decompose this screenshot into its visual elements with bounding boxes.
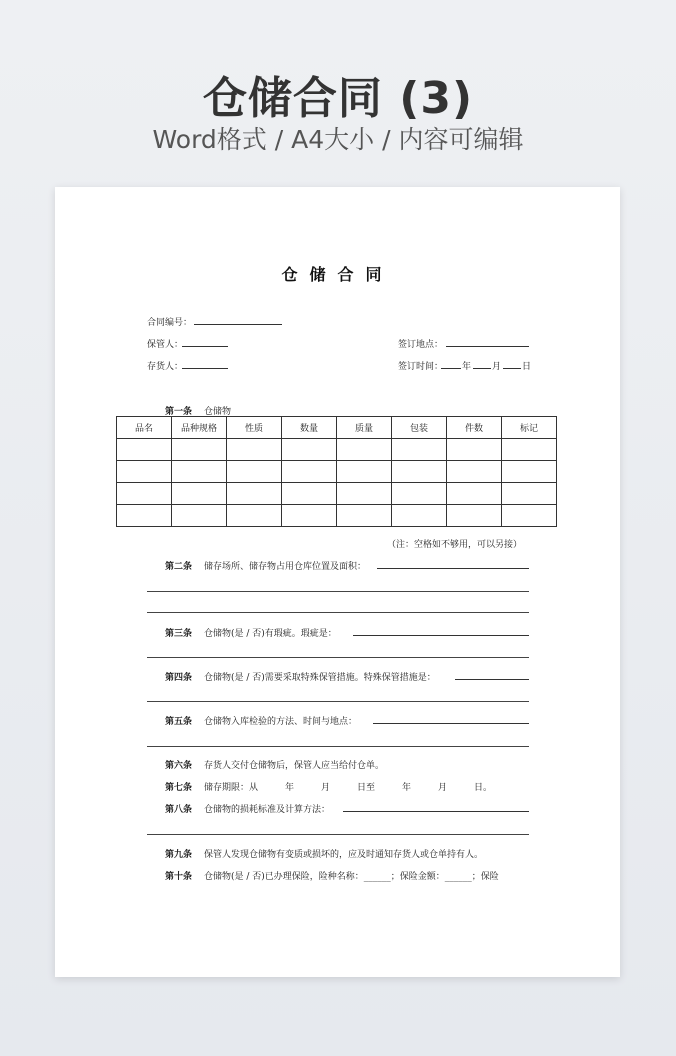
sign-time-label: 签订时间： <box>398 362 444 372</box>
table-row <box>117 461 557 483</box>
goods-table <box>116 416 557 527</box>
sign-place-field[interactable] <box>446 346 529 347</box>
article-8-fill-line[interactable] <box>147 834 529 835</box>
article-9-number: 第九条 <box>165 850 193 860</box>
table-cell[interactable] <box>337 439 392 461</box>
article-6-text: 存货人交付仓储物后，保管人应当给付仓单。 <box>204 761 385 771</box>
article-2-text: 储存场所、储存物占用仓库位置及面积： <box>204 562 367 572</box>
article-4-number: 第四条 <box>165 673 193 683</box>
article-3-fill-line[interactable] <box>147 657 529 658</box>
article-8-text: 仓储物的损耗标准及计算方法： <box>204 805 331 815</box>
table-header-cell: 品名 <box>117 417 172 439</box>
table-cell[interactable] <box>337 505 392 527</box>
article-3-text: 仓储物(是 / 否)有瑕疵。瑕疵是： <box>204 629 337 639</box>
table-cell[interactable] <box>502 483 557 505</box>
table-cell[interactable] <box>447 439 502 461</box>
sign-month-field[interactable] <box>473 368 491 369</box>
table-cell[interactable] <box>392 461 447 483</box>
table-header-cell: 数量 <box>282 417 337 439</box>
article-8-number: 第八条 <box>165 805 193 815</box>
sign-place-label: 签订地点： <box>398 340 444 350</box>
article-3-field[interactable] <box>353 635 529 636</box>
table-cell[interactable] <box>117 461 172 483</box>
page-title: 仓储合同 (3) <box>202 73 474 124</box>
sign-year-label: 年 <box>462 362 472 372</box>
table-row <box>117 505 557 527</box>
keeper-field[interactable] <box>182 346 228 347</box>
table-cell[interactable] <box>172 505 227 527</box>
table-header-cell: 性质 <box>227 417 282 439</box>
table-header-cell: 质量 <box>337 417 392 439</box>
table-header-cell: 品种规格 <box>172 417 227 439</box>
table-note: （注：空格如不够用，可以另接） <box>387 540 523 550</box>
table-row <box>117 483 557 505</box>
depositor-label: 存货人： <box>147 362 184 372</box>
table-cell[interactable] <box>172 483 227 505</box>
article-4-fill-line[interactable] <box>147 701 529 702</box>
article-5-field[interactable] <box>373 723 529 724</box>
article-2-number: 第二条 <box>165 562 193 572</box>
table-header-row <box>117 417 557 439</box>
document-title: 仓储合同 <box>281 265 394 284</box>
article-2-fill-line[interactable] <box>147 591 529 592</box>
sign-day-field[interactable] <box>503 368 521 369</box>
table-cell[interactable] <box>117 439 172 461</box>
table-cell[interactable] <box>282 461 337 483</box>
table-cell[interactable] <box>392 483 447 505</box>
table-header-cell: 标记 <box>502 417 557 439</box>
article-4-field[interactable] <box>455 679 529 680</box>
contract-no-label: 合同编号： <box>147 318 193 328</box>
article-4-text: 仓储物(是 / 否)需要采取特殊保管措施。特殊保管措施是： <box>204 673 436 683</box>
article-2-field[interactable] <box>377 568 529 569</box>
article-6-number: 第六条 <box>165 761 193 771</box>
table-header-cell: 包装 <box>392 417 447 439</box>
table-cell[interactable] <box>227 461 282 483</box>
table-cell[interactable] <box>337 483 392 505</box>
sign-month-label: 月 <box>492 362 502 372</box>
article-10-text: 仓储物(是 / 否)已办理保险，险种名称：______；保险金额：______；保险 <box>204 872 499 882</box>
table-cell[interactable] <box>172 461 227 483</box>
article-1-number: 第一条 <box>165 407 193 417</box>
document-page <box>55 187 620 977</box>
table-cell[interactable] <box>227 505 282 527</box>
table-cell[interactable] <box>227 439 282 461</box>
table-cell[interactable] <box>117 505 172 527</box>
article-8-field[interactable] <box>343 811 529 812</box>
article-5-fill-line[interactable] <box>147 746 529 747</box>
table-cell[interactable] <box>502 439 557 461</box>
contract-no-field[interactable] <box>194 324 282 325</box>
sign-year-field[interactable] <box>441 368 461 369</box>
depositor-field[interactable] <box>182 368 228 369</box>
table-cell[interactable] <box>447 505 502 527</box>
article-5-text: 仓储物入库检验的方法、时间与地点： <box>204 717 358 727</box>
table-cell[interactable] <box>117 483 172 505</box>
article-10-number: 第十条 <box>165 872 193 882</box>
table-cell[interactable] <box>392 505 447 527</box>
article-3-number: 第三条 <box>165 629 193 639</box>
article-7-number: 第七条 <box>165 783 193 793</box>
table-cell[interactable] <box>502 505 557 527</box>
article-9-text: 保管人发现仓储物有变质或损坏的，应及时通知存货人或仓单持有人。 <box>204 850 484 860</box>
article-5-number: 第五条 <box>165 717 193 727</box>
table-cell[interactable] <box>282 505 337 527</box>
article-7-text: 储存期限：从 年 月 日至 年 月 日。 <box>204 783 493 793</box>
table-cell[interactable] <box>172 439 227 461</box>
table-cell[interactable] <box>447 483 502 505</box>
table-header-cell: 件数 <box>447 417 502 439</box>
article-2-fill-line[interactable] <box>147 612 529 613</box>
table-cell[interactable] <box>337 461 392 483</box>
table-cell[interactable] <box>282 439 337 461</box>
table-cell[interactable] <box>502 461 557 483</box>
table-cell[interactable] <box>282 483 337 505</box>
table-row <box>117 439 557 461</box>
keeper-label: 保管人： <box>147 340 184 350</box>
article-1-text: 仓储物 <box>204 407 232 417</box>
table-cell[interactable] <box>392 439 447 461</box>
page-subtitle: Word格式 / A4大小 / 内容可编辑 <box>152 125 524 154</box>
sign-day-label: 日 <box>522 362 532 372</box>
table-cell[interactable] <box>227 483 282 505</box>
table-cell[interactable] <box>447 461 502 483</box>
